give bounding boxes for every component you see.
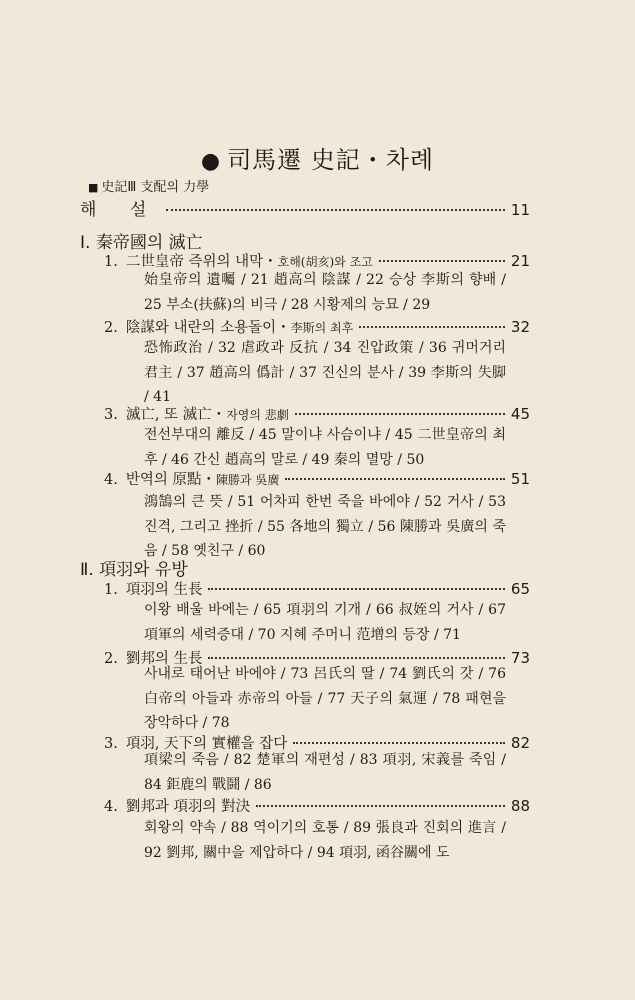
dot-leader	[293, 742, 505, 744]
chapter-title: 二世皇帝 즉위의 내막・	[125, 254, 278, 270]
dot-leader	[166, 209, 505, 211]
page-number: 32	[510, 318, 530, 336]
page-number: 21	[510, 252, 530, 270]
chapter-subtitle: 호해(胡亥)와 조고	[277, 255, 373, 269]
chapter-title: 劉邦의 生長	[125, 651, 203, 667]
toc-chapter[interactable]: 1. 項羽의 生長 65	[104, 580, 530, 598]
page-number: 88	[510, 797, 530, 815]
chapter-title: 陰謀와 내란의 소용돌이・	[125, 320, 291, 336]
chapter-contents: 始皇帝의 遺囑 / 21 趙高의 陰謀 / 22 승상 李斯의 향배 / 25 부소(扶蘇)의 비극 / 28 시황제의 능묘 / 29	[144, 272, 506, 313]
part-heading: Ⅱ. 項羽와 유방	[80, 560, 188, 580]
chapter-contents: 전선부대의 離反 / 45 말이냐 사슴이냐 / 45 二世皇帝의 최후 / 46 간신 趙高의 말로 / 49 秦의 멸망 / 50	[144, 427, 506, 468]
dot-leader	[379, 260, 505, 262]
chapter-contents: 鴻鵠의 큰 뜻 / 51 어차피 한번 죽을 바에야 / 52 거사 / 53 진격, 그리고 挫折 / 55 各地의 獨立 / 56 陳勝과 吳廣의 죽음 / 58 옛친구 / 60	[144, 494, 506, 559]
page-number: 65	[510, 580, 530, 598]
toc-chapter[interactable]: 4. 반역의 原點・ 陳勝과 吳廣 51	[104, 470, 530, 488]
page-number: 73	[510, 649, 530, 667]
dot-leader	[359, 326, 505, 328]
chapter-contents: 회왕의 약속 / 88 역이기의 호통 / 89 張良과 진회의 進言 / 92 劉邦, 關中을 제압하다 / 94 項羽, 函谷關에 도	[144, 820, 506, 861]
toc-chapter[interactable]: 2. 劉邦의 生長 73	[104, 649, 530, 667]
chapter-subtitle: 자영의 悲劇	[226, 408, 289, 422]
toc-chapter[interactable]: 3. 滅亡, 또 滅亡・ 자영의 悲劇 45	[104, 405, 530, 423]
chapter-contents: 項梁의 죽음 / 82 楚軍의 재편성 / 83 項羽, 宋義를 죽임 / 84 鉅鹿의 戰鬪 / 86	[144, 752, 506, 793]
page-title: ● 司馬遷 史記・차례	[200, 146, 435, 174]
dot-leader	[285, 478, 505, 480]
chapter-contents: 恐怖政治 / 32 虐政과 反抗 / 34 진압政策 / 36 귀머거리 君主 / 37 趙高의 僞計 / 37 진신의 분사 / 39 李斯의 失脚 / 41	[144, 340, 506, 405]
chapter-subtitle: 陳勝과 吳廣	[215, 473, 280, 487]
toc-chapter[interactable]: 2. 陰謀와 내란의 소용돌이・ 李斯의 최후 32	[104, 318, 530, 336]
chapter-title: 項羽의 生長	[125, 582, 203, 598]
dot-leader	[208, 657, 504, 659]
dot-leader	[295, 413, 505, 415]
page-number: 11	[510, 201, 530, 219]
bullet-icon: ●	[200, 149, 222, 174]
chapter-title: 項羽, 天下의 實權을 잡다	[125, 736, 288, 752]
chapter-title: 劉邦과 項羽의 對決	[125, 799, 251, 815]
part-heading: Ⅰ. 秦帝國의 滅亡	[80, 233, 203, 253]
dot-leader	[208, 588, 504, 590]
page-number: 51	[510, 470, 530, 488]
page-number: 82	[510, 734, 530, 752]
chapter-subtitle: 李斯의 최후	[290, 321, 354, 335]
chapter-contents: 이왕 배울 바에는 / 65 項羽의 기개 / 66 叔姪의 거사 / 67 項軍의 세력증대 / 70 지혜 주머니 范增의 등장 / 71	[144, 602, 506, 643]
dot-leader	[256, 805, 505, 807]
chapter-title: 반역의 原點・	[125, 472, 216, 488]
subheading: ■ 史記Ⅲ 支配의 力學	[88, 180, 210, 195]
toc-chapter[interactable]: 3. 項羽, 天下의 實權을 잡다 82	[104, 734, 530, 752]
toc-chapter[interactable]: 1. 二世皇帝 즉위의 내막・ 호해(胡亥)와 조고 21	[104, 252, 530, 270]
chapter-title: 滅亡, 또 滅亡・	[125, 407, 227, 423]
chapter-contents: 사내로 태어난 바에야 / 73 呂氏의 딸 / 74 劉氏의 갓 / 76 白帝의 아들과 赤帝의 아들 / 77 天子의 氣運 / 78 패현을 장악하다 / 78	[144, 666, 506, 731]
toc-chapter[interactable]: 4. 劉邦과 項羽의 對決 88	[104, 797, 530, 815]
square-bullet-icon: ■	[88, 181, 99, 194]
page-number: 45	[510, 405, 530, 423]
toc-entry-intro[interactable]	[80, 195, 530, 220]
intro-label: 해 설	[80, 200, 161, 220]
